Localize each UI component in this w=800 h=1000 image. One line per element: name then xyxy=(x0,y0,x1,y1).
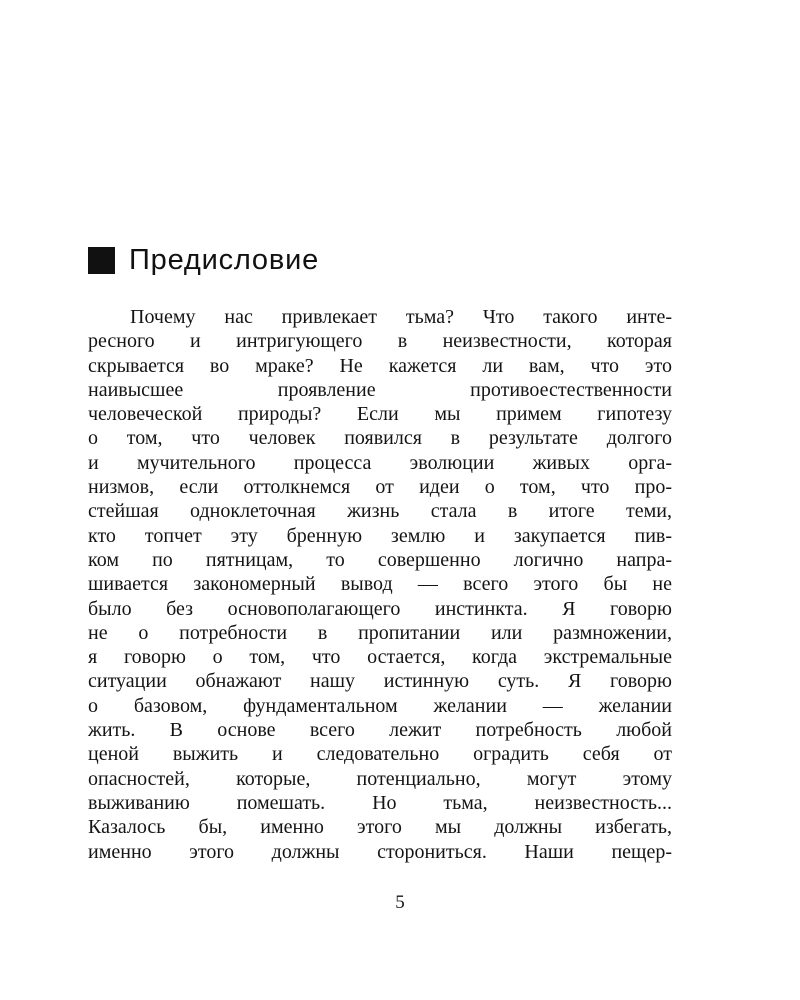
text-line: Почему нас привлекает тьма? Что такого инте- xyxy=(130,306,672,328)
text-line: о том, что человек появился в результате долгого xyxy=(88,427,672,450)
text-line: ресного и интригующего в неизвестности, которая xyxy=(88,330,672,353)
text-line: стейшая одноклеточная жизнь стала в итоге теми, xyxy=(88,500,672,523)
text-line: было без основополагающего инстинкта. Я говорю xyxy=(88,597,672,620)
text-line: низмов, если оттолкнемся от идеи о том, что про- xyxy=(88,476,672,499)
page-number: 5 xyxy=(395,892,405,913)
text-line: не о потребности в пропитании или размножении, xyxy=(88,621,672,644)
text-line: шивается закономерный вывод — всего этого бы не xyxy=(88,573,672,596)
text-line: выживанию помешать. Но тьма, неизвестность... xyxy=(88,791,672,814)
chapter-title: Предисловие xyxy=(129,243,319,276)
text-line: скрывается во мраке? Не кажется ли вам, что это xyxy=(88,354,672,377)
text-line: о базовом, фундаментальном желании — желании xyxy=(88,694,672,717)
text-line: опасностей, которые, потенциально, могут этому xyxy=(88,767,672,790)
text-line: ком по пятницам, то совершенно логично напра- xyxy=(88,548,672,571)
chapter-heading xyxy=(88,240,319,280)
text-line: кто топчет эту бренную землю и закупается пив- xyxy=(88,524,672,547)
text-line: именно этого должны сторониться. Наши пещер- xyxy=(88,840,672,863)
text-line: человеческой природы? Если мы примем гипотезу xyxy=(88,403,672,426)
text-line: ситуации обнажают нашу истинную суть. Я говорю xyxy=(88,670,672,693)
text-line: и мучительного процесса эволюции живых орга- xyxy=(88,451,672,474)
text-line: наивысшее проявление противоестественности xyxy=(88,378,672,401)
text-line: я говорю о том, что остается, когда экстремальные xyxy=(88,646,672,669)
text-line: Казалось бы, именно этого мы должны избегать, xyxy=(88,816,672,839)
body-paragraph xyxy=(88,305,672,864)
text-line: ценой выжить и следовательно оградить себя от xyxy=(88,743,672,766)
text-line: жить. В основе всего лежит потребность любой xyxy=(88,719,672,742)
black-square-icon xyxy=(88,247,115,274)
